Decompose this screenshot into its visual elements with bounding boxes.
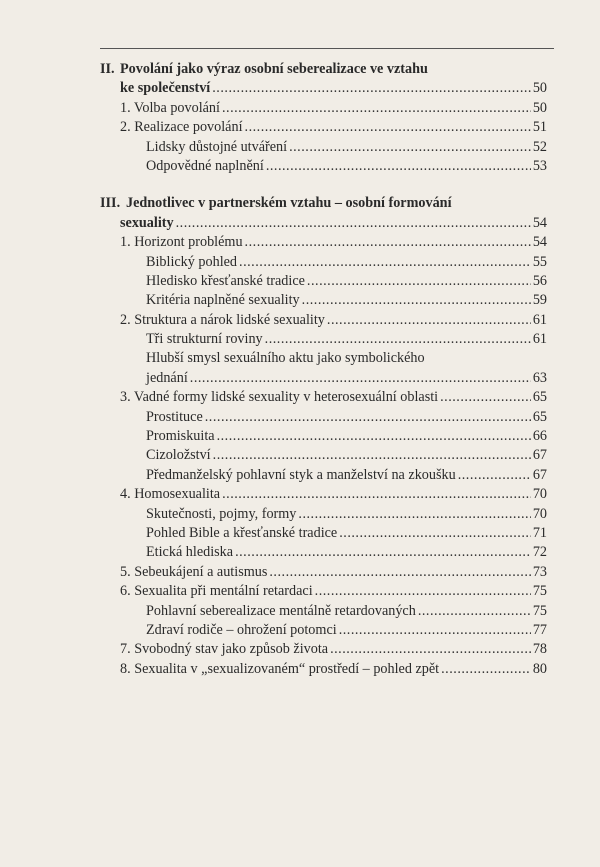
toc-entry (100, 466, 547, 485)
page-number: 73 (532, 563, 547, 580)
page-number: 54 (532, 234, 547, 251)
toc-entry (100, 79, 547, 98)
entry-title: Hledisko křesťanské tradice (146, 272, 305, 289)
entry-title: Skutečnosti, pojmy, formy (146, 505, 297, 522)
page-number: 59 (532, 292, 547, 309)
page-number: 61 (532, 311, 547, 328)
page-number: 53 (532, 157, 547, 174)
section-3-number: III. (100, 195, 121, 212)
toc-entry (100, 524, 547, 543)
toc-entry (100, 582, 547, 601)
page-number: 63 (532, 369, 547, 386)
toc-entry (100, 427, 547, 446)
entry-title: Odpovědné naplnění (146, 157, 264, 174)
leader-dots (239, 253, 531, 272)
entry-title: 2. Realizace povolání (120, 119, 243, 136)
entry-title: Pohlavní seberealizace mentálně retardovaných (146, 602, 416, 619)
leader-dots (222, 99, 531, 118)
toc-entry (100, 138, 547, 157)
entry-title: 3. Vadné formy lidské sexuality v heterosexuální oblasti (120, 389, 439, 406)
leader-dots (176, 214, 531, 233)
leader-dots (245, 233, 531, 252)
page-number: 66 (532, 428, 547, 445)
entry-title: Cizoložství (146, 447, 211, 464)
leader-dots (339, 621, 531, 640)
page-number: 67 (532, 466, 547, 483)
toc-entry (100, 99, 547, 118)
page-number: 75 (532, 583, 547, 600)
leader-dots (418, 602, 531, 621)
page-number: 75 (532, 602, 547, 619)
page-number: 70 (532, 486, 547, 503)
page-number: 50 (532, 99, 547, 116)
page-number: 65 (532, 408, 547, 425)
page-number: 77 (532, 621, 547, 638)
leader-dots (302, 291, 531, 310)
entry-title: 7. Svobodný stav jako způsob života (120, 641, 329, 658)
entry-title: Předmanželský pohlavní styk a manželství na zkoušku (146, 466, 456, 483)
toc-entry (100, 446, 547, 465)
page-number: 56 (532, 272, 547, 289)
leader-dots (440, 388, 531, 407)
entry-title: Zdraví rodiče – ohrožení potomci (146, 621, 337, 638)
toc-entry (100, 330, 547, 349)
entry-title: 1. Volba povolání (120, 99, 220, 116)
toc-entry (100, 660, 547, 679)
section-2-title-line1: Povolání jako výraz osobní seberealizace ve vztahu (120, 61, 428, 77)
toc-entry (100, 214, 547, 233)
entry-title: 1. Horizont problému (120, 234, 243, 251)
leader-dots (205, 408, 531, 427)
toc-entry (100, 272, 547, 291)
leader-dots (269, 563, 530, 582)
toc-entry (100, 563, 547, 582)
section-3-title-line2: sexuality (120, 214, 174, 231)
leader-dots (212, 79, 531, 98)
section-2-number: II. (100, 61, 115, 77)
page-number: 67 (532, 447, 547, 464)
page-number: 52 (532, 138, 547, 155)
page-number: 78 (532, 641, 547, 658)
section-gap (100, 176, 547, 194)
leader-dots (213, 446, 531, 465)
entry-title: Tři strukturní roviny (146, 331, 263, 348)
leader-dots (458, 466, 531, 485)
toc-entry-continued (100, 349, 547, 368)
page-number: 65 (532, 389, 547, 406)
toc-entry (100, 253, 547, 272)
entry-title: Promiskuita (146, 428, 215, 445)
page-number: 71 (532, 524, 547, 541)
toc-entry (100, 157, 547, 176)
toc-entry (100, 369, 547, 388)
toc-entry (100, 602, 547, 621)
leader-dots (339, 524, 531, 543)
toc-entry (100, 505, 547, 524)
entry-title: 5. Sebeukájení a autismus (120, 563, 268, 580)
table-of-contents (100, 60, 547, 679)
entry-title: 6. Sexualita při mentální retardaci (120, 583, 313, 600)
toc-entry (100, 485, 547, 504)
toc-entry (100, 118, 547, 137)
entry-title: Lidsky důstojné utváření (146, 138, 288, 155)
page-number: 51 (532, 119, 547, 136)
toc-entry (100, 233, 547, 252)
page-number: 72 (532, 544, 547, 561)
section-2-title-line2: ke společenství (120, 80, 211, 97)
page-number: 50 (532, 80, 547, 97)
toc-entry (100, 291, 547, 310)
entry-title: Hlubší smysl sexuálního aktu jako symbolického (146, 350, 425, 367)
section-2-heading (100, 60, 547, 79)
toc-entry (100, 543, 547, 562)
entry-title: Kritéria naplněné sexuality (146, 292, 300, 309)
section-3-title-line1: Jednotlivec v partnerském vztahu – osobní formování (126, 195, 452, 212)
leader-dots (327, 311, 531, 330)
page-number: 80 (532, 660, 547, 677)
entry-title: 2. Struktura a nárok lidské sexuality (120, 311, 325, 328)
leader-dots (190, 369, 531, 388)
entry-title: 8. Sexualita v „sexualizovaném“ prostředí – pohled zpět (120, 660, 440, 677)
entry-title: jednání (146, 369, 188, 386)
toc-entry (100, 408, 547, 427)
leader-dots (315, 582, 531, 601)
leader-dots (298, 505, 530, 524)
page-number: 55 (532, 253, 547, 270)
toc-entry (100, 311, 547, 330)
entry-title: Prostituce (146, 408, 203, 425)
page-number: 54 (532, 214, 547, 231)
leader-dots (330, 640, 531, 659)
leader-dots (222, 485, 531, 504)
entry-title: Biblický pohled (146, 253, 238, 270)
entry-title: Etická hlediska (146, 544, 234, 561)
page-number: 70 (532, 505, 547, 522)
section-3-heading (100, 194, 547, 213)
leader-dots (307, 272, 531, 291)
top-rule (100, 48, 554, 49)
toc-entry (100, 388, 547, 407)
toc-entry (100, 621, 547, 640)
toc-entry (100, 640, 547, 659)
leader-dots (235, 543, 531, 562)
leader-dots (217, 427, 531, 446)
entry-title: Pohled Bible a křesťanské tradice (146, 524, 338, 541)
page-number: 61 (532, 331, 547, 348)
entry-title: 4. Homosexualita (120, 486, 221, 503)
leader-dots (245, 118, 531, 137)
leader-dots (265, 330, 531, 349)
leader-dots (289, 138, 531, 157)
leader-dots (266, 157, 531, 176)
leader-dots (441, 660, 531, 679)
